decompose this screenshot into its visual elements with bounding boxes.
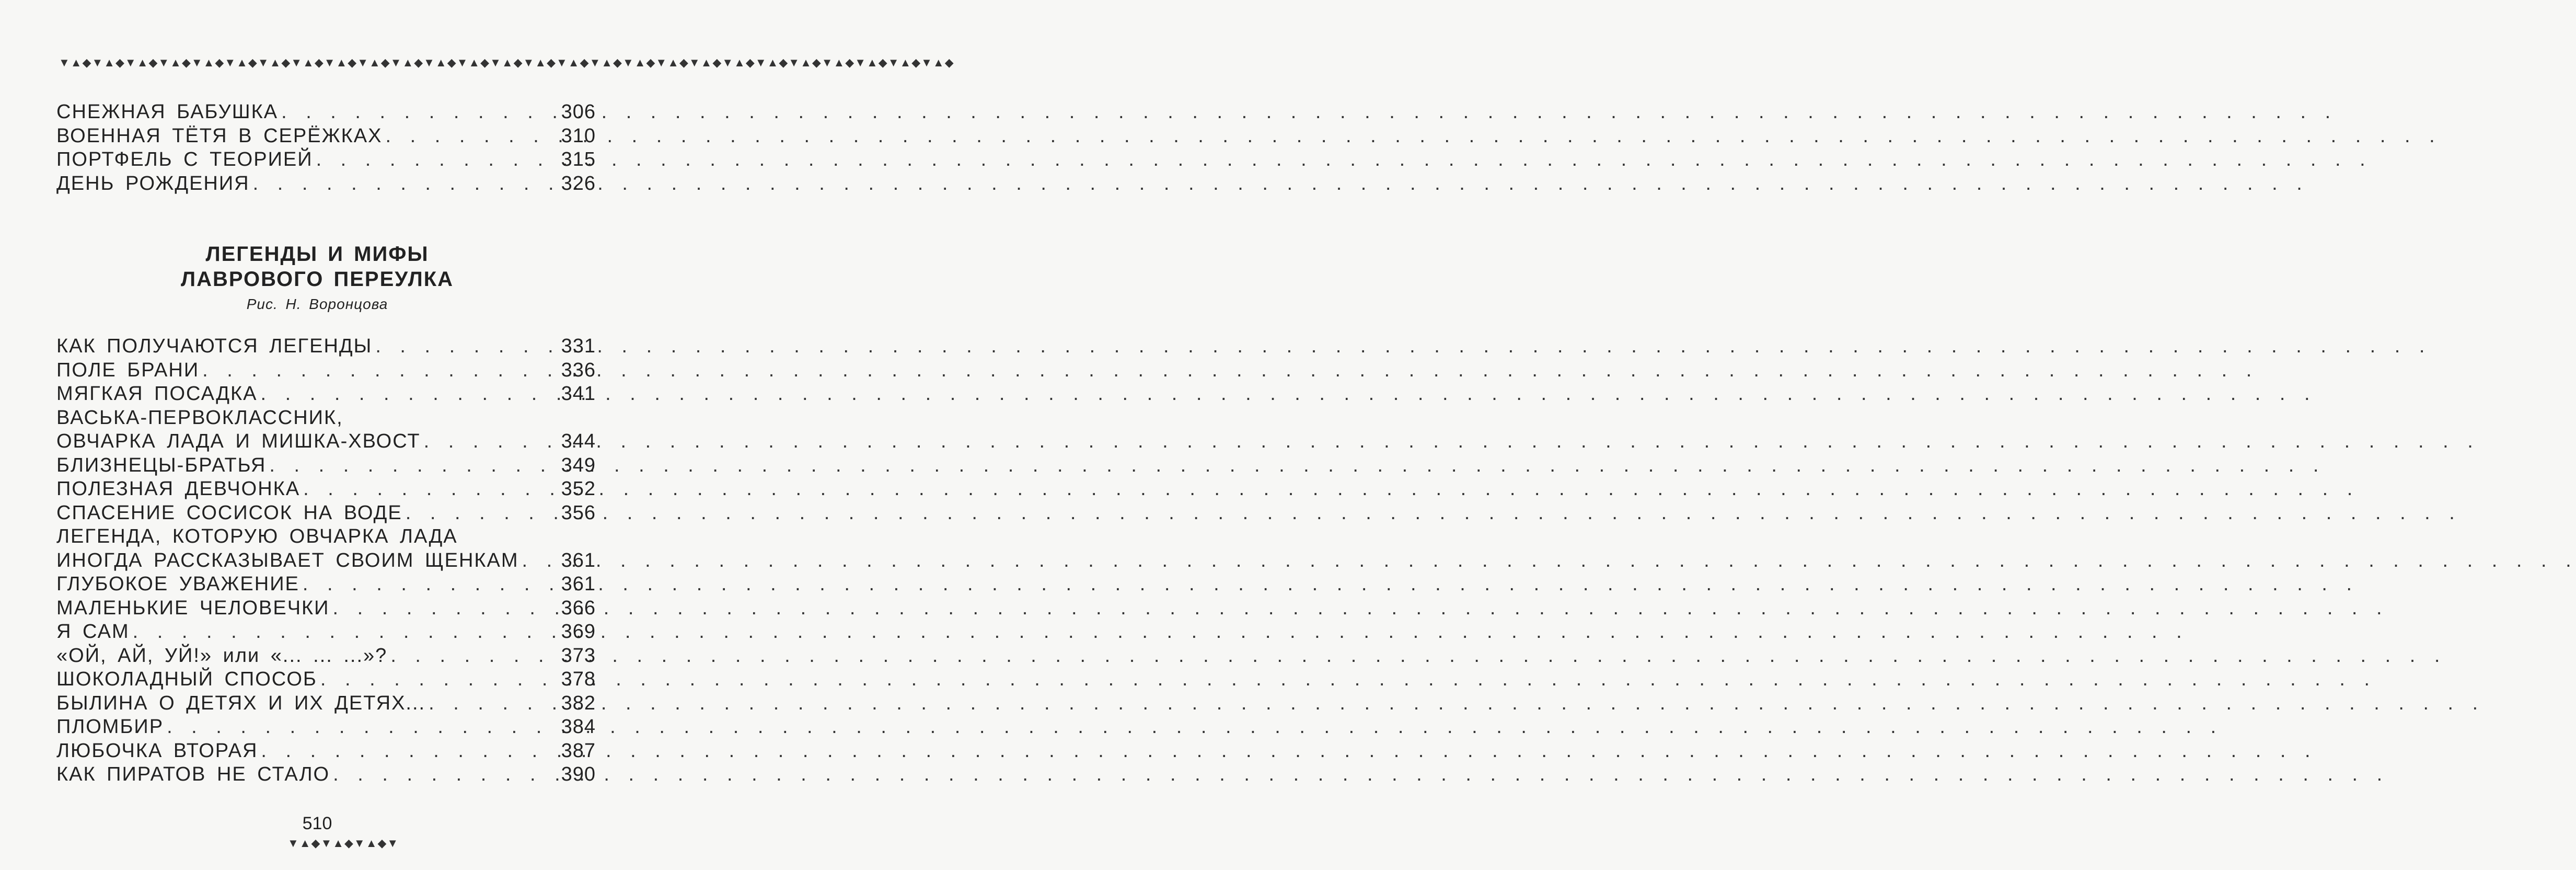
dot-leader <box>167 715 558 739</box>
top-ornament <box>59 54 954 71</box>
toc-entry-title: ВАСЬКА-ПЕРВОКЛАССНИК, <box>56 406 343 429</box>
toc-entry-page: 373 <box>561 644 596 667</box>
toc-entry <box>56 148 596 172</box>
dot-leader <box>375 335 558 358</box>
section-heading <box>0 242 634 313</box>
dot-leader <box>303 477 558 501</box>
dot-leader <box>386 124 558 148</box>
page-number: 510 <box>302 814 332 833</box>
toc-entry <box>56 501 596 525</box>
toc-entry <box>56 100 596 124</box>
dot-leader <box>332 597 558 620</box>
toc-entry-page: 390 <box>561 763 596 785</box>
toc-entry-page: 306 <box>561 101 596 123</box>
toc-entry-title: БЫЛИНА О ДЕТЯХ И ИХ ДЕТЯХ... <box>56 692 426 714</box>
toc-entry-continued <box>56 406 596 430</box>
dot-leader <box>522 549 558 573</box>
toc-entry-title: ВОЕННАЯ ТЁТЯ В СЕРЁЖКАХ <box>56 124 383 147</box>
toc-entry-page: 331 <box>561 335 596 357</box>
toc-list-part-2 <box>56 335 596 787</box>
toc-entry-page: 384 <box>561 716 596 738</box>
toc-entry-title: ИНОГДА РАССКАЗЫВАЕТ СВОИМ ЩЕНКАМ <box>56 549 519 571</box>
toc-entry-title: СНЕЖНАЯ БАБУШКА <box>56 101 279 123</box>
toc-entry-page: 336 <box>561 359 596 381</box>
toc-entry-title: БЛИЗНЕЦЫ-БРАТЬЯ <box>56 454 267 476</box>
illustrator-credit: Рис. Н. Воронцова <box>246 296 388 312</box>
toc-entry <box>56 454 596 478</box>
dot-leader <box>253 172 558 196</box>
dot-leader <box>269 454 558 477</box>
toc-entry <box>56 382 596 406</box>
toc-entry-title: ШОКОЛАДНЫЙ СПОСОБ <box>56 668 317 690</box>
toc-entry-title: МАЛЕНЬКИЕ ЧЕЛОВЕЧКИ <box>56 597 330 619</box>
toc-entry <box>56 620 596 644</box>
dot-leader <box>320 668 558 691</box>
toc-entry-page: 361 <box>561 549 596 571</box>
toc-entry-page: 310 <box>561 124 596 147</box>
toc-list-part-1 <box>56 100 596 196</box>
toc-entry-title: МЯГКАЯ ПОСАДКА <box>56 383 258 405</box>
toc-entry <box>56 763 596 787</box>
dot-leader <box>429 692 558 715</box>
section-title-line-2: ЛАВРОВОГО ПЕРЕУЛКА <box>181 268 454 291</box>
toc-entry-title: ДЕНЬ РОЖДЕНИЯ <box>56 172 250 194</box>
toc-entry <box>56 359 596 383</box>
toc-entry-continued <box>56 525 596 549</box>
toc-entry <box>56 124 596 148</box>
toc-entry <box>56 335 596 359</box>
toc-entry <box>56 597 596 621</box>
toc-entry-page: 352 <box>561 478 596 500</box>
toc-entry-title: ПОЛЕЗНАЯ ДЕВЧОНКА <box>56 478 301 500</box>
toc-entry-title: ЛЕГЕНДА, КОТОРУЮ ОВЧАРКА ЛАДА <box>56 525 458 547</box>
toc-entry <box>56 430 596 454</box>
dot-leader <box>133 620 558 644</box>
toc-entry-page: 326 <box>561 172 596 194</box>
toc-entry <box>56 644 596 668</box>
toc-entry-page: 315 <box>561 148 596 170</box>
toc-entry <box>56 692 596 716</box>
toc-entry-title: «ОЙ, АЙ, УЙ!» или «... ... ...»? <box>56 644 388 667</box>
toc-entry <box>56 715 596 739</box>
dot-leader <box>260 382 558 406</box>
toc-entry <box>56 172 596 196</box>
toc-entry-page: 344 <box>561 430 596 452</box>
toc-entry-page: 361 <box>561 573 596 595</box>
toc-entry <box>56 549 596 573</box>
toc-entry-title: ПОРТФЕЛЬ С ТЕОРИЕЙ <box>56 148 313 170</box>
toc-entry-page: 387 <box>561 739 596 762</box>
toc-entry <box>56 739 596 763</box>
toc-entry-title: Я САМ <box>56 621 130 643</box>
toc-entry-title: ПОЛЕ БРАНИ <box>56 359 200 381</box>
toc-entry <box>56 477 596 501</box>
toc-entry-page: 366 <box>561 597 596 619</box>
toc-entry-page: 341 <box>561 383 596 405</box>
toc-entry-title: СПАСЕНИЕ СОСИСОК НА ВОДЕ <box>56 501 402 524</box>
toc-entry <box>56 573 596 597</box>
dot-leader <box>281 100 558 124</box>
dot-leader <box>333 763 558 786</box>
toc-entry-page: 369 <box>561 621 596 643</box>
section-title-line-1: ЛЕГЕНДЫ И МИФЫ <box>205 243 429 266</box>
diamond-ornament-icon: ▼▲◆▼▲◆▼▲◆▼ <box>287 837 399 850</box>
dot-leader <box>424 430 558 453</box>
toc-entry-title: ПЛОМБИР <box>56 716 164 738</box>
dot-leader <box>316 148 558 171</box>
toc-entry-title: КАК ПОЛУЧАЮТСЯ ЛЕГЕНДЫ <box>56 335 373 357</box>
diamond-ornament-icon: ▼▲◆▼▲◆▼▲◆▼▲◆▼▲◆▼▲◆▼▲◆▼▲◆▼▲◆▼▲◆▼▲◆▼▲◆▼▲◆▼▲◆▼▲◆▼▲◆▼▲◆▼▲◆▼▲◆▼▲◆▼▲◆▼▲◆▼▲◆▼▲◆▼▲◆▼▲◆▼▲◆ <box>59 56 954 69</box>
dot-leader <box>390 644 558 668</box>
toc-entry-title: ЛЮБОЧКА ВТОРАЯ <box>56 739 258 762</box>
toc-entry-title: ГЛУБОКОЕ УВАЖЕНИЕ <box>56 573 299 595</box>
toc-entry-title: КАК ПИРАТОВ НЕ СТАЛО <box>56 763 330 785</box>
toc-entry-title: ОВЧАРКА ЛАДА И МИШКА-ХВОСТ <box>56 430 421 452</box>
toc-entry-page: 349 <box>561 454 596 476</box>
toc-entry-page: 378 <box>561 668 596 690</box>
bottom-ornament <box>287 837 399 850</box>
dot-leader <box>303 573 558 596</box>
dot-leader <box>261 739 558 763</box>
book-page <box>0 0 954 870</box>
dot-leader <box>406 501 558 525</box>
toc-entry <box>56 668 596 692</box>
toc-entry-page: 382 <box>561 692 596 714</box>
toc-entry-page: 356 <box>561 501 596 524</box>
dot-leader <box>202 359 558 382</box>
